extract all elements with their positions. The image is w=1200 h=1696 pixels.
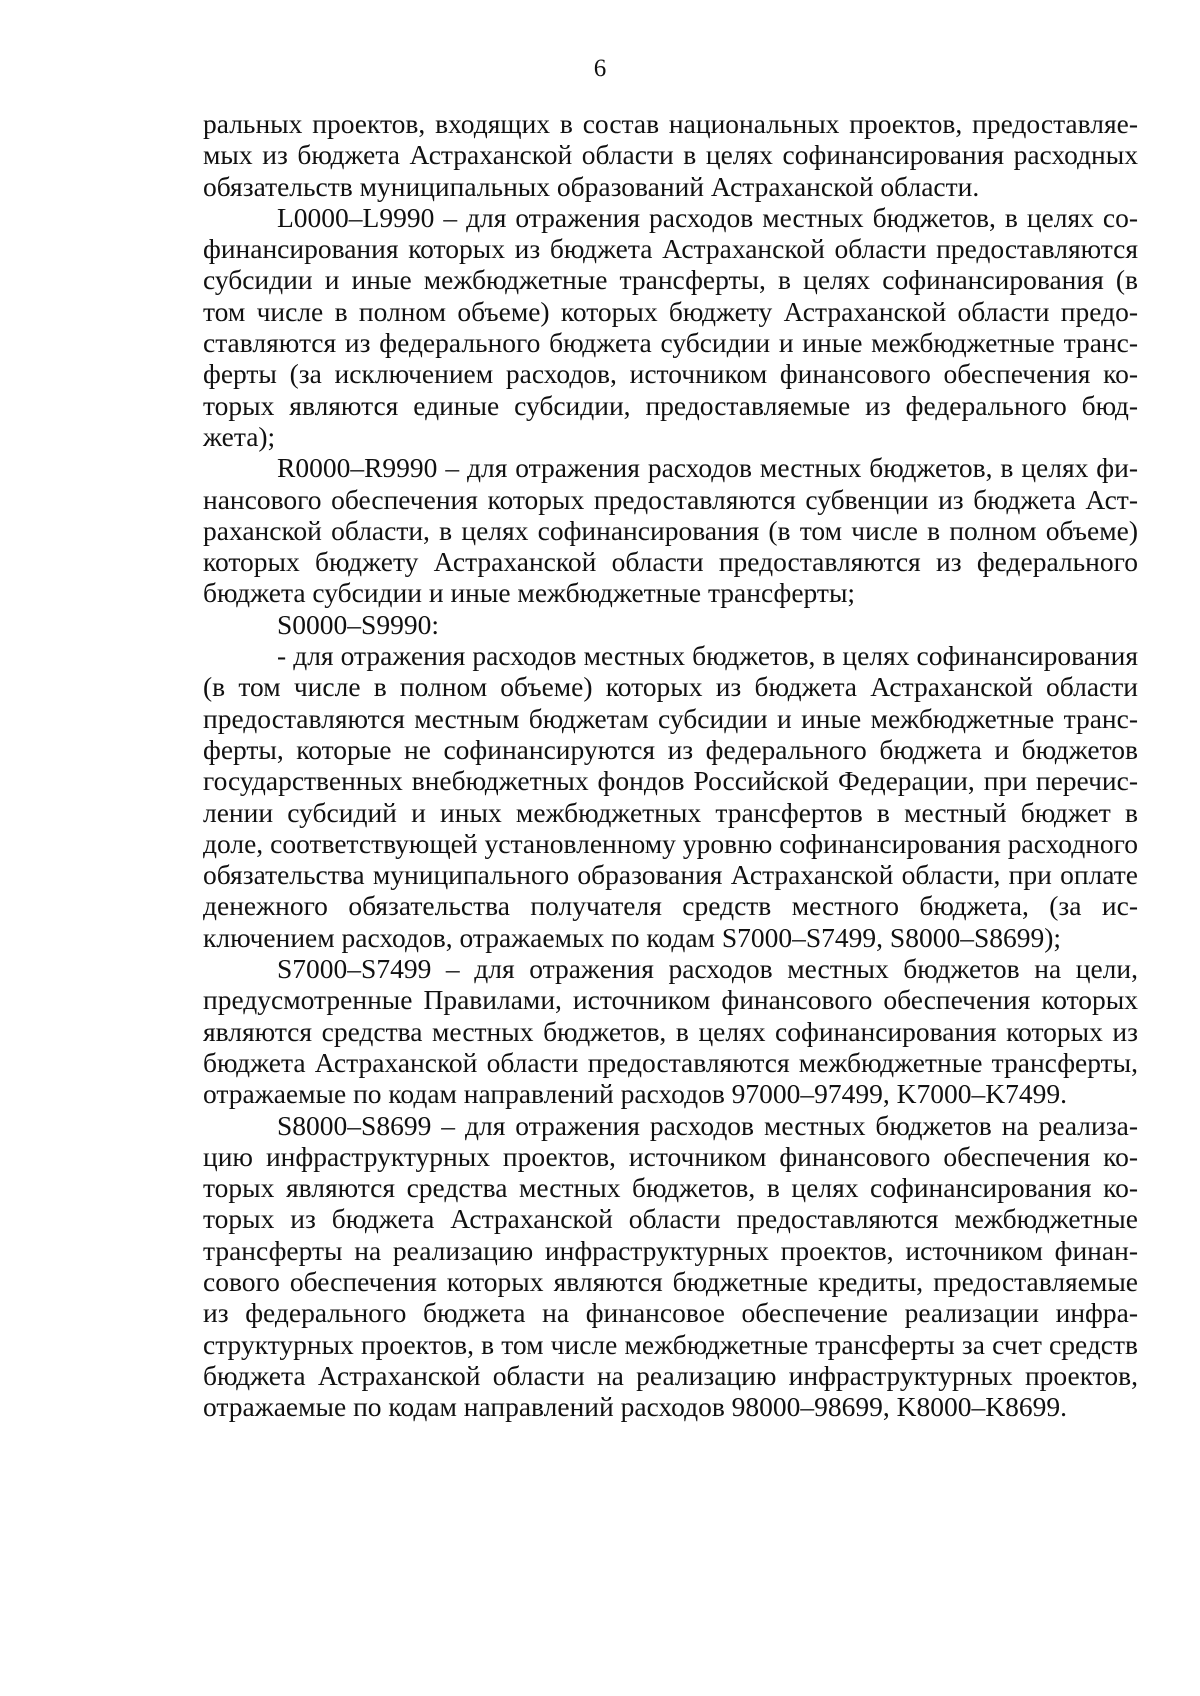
paragraph-continuation: ральных проектов, входящих в состав национальных проектов, предоставляемых из бюджета Астраханской области в целях софинансирования расходных обязательств муниципальных образований Астраханской области. [203,108,1138,202]
paragraph-code-s8000: S8000–S8699 – для отражения расходов местных бюджетов на реализацию инфраструктурных проектов, источником финансового обеспечения которых являются средства местных бюджетов, в целях софинансирования которых из бюджета Астраханской области предоставляются межбюджетные трансферты на реализацию инфраструктурных проектов, источником финансового обеспечения которых являются бюджетные кредиты, предоставляемые из федерального бюджета на финансовое обеспечение реализации инфраструктурных проектов, в том числе межбюджетные трансферты за счет средств бюджета Астраханской области на реализацию инфраструктурных проектов, отражаемые по кодам направлений расходов 98000–98699, K8000–K8699. [203,1109,1138,1423]
paragraph-code-s-heading: S0000–S9990: [277,608,439,640]
paragraph-code-l: L0000–L9990 – для отражения расходов местных бюджетов, в целях софинансирования которых из бюджета Астраханской области предоставляются субсидии и иные межбюджетные трансферты, в целях софинансирования (в том числе в полном объеме) которых бюджету Астраханской области предоставляются из федерального бюджета субсидии и иные межбюджетные трансферты (за исключением расходов, источником финансового обеспечения которых являются единые субсидии, предоставляемые из федерального бюджета); [203,201,1138,452]
document-body [203,108,1138,1422]
paragraph-code-s7000: S7000–S7499 – для отражения расходов местных бюджетов на цели, предусмотренные Правилами, источником финансового обеспечения которых являются средства местных бюджетов, в целях софинансирования которых из бюджета Астраханской области предоставляются межбюджетные трансферты, отражаемые по кодам направлений расходов 97000–97499, K7000–K7499. [203,953,1138,1110]
paragraph-code-s-item: - для отражения расходов местных бюджетов, в целях софинансирования (в том числе в полном объеме) которых из бюджета Астраханской области предоставляются местным бюджетам субсидии и иные межбюджетные трансферты, которые не софинансируются из федерального бюджета и бюджетов государственных внебюджетных фондов Российской Федерации, при перечислении субсидий и иных межбюджетных трансфертов в местный бюджет в доле, соответствующей установленному уровню софинансирования расходного обязательства муниципального образования Астраханской области, при оплате денежного обязательства получателя средств местного бюджета, (за исключением расходов, отражаемых по кодам S7000–S7499, S8000–S8699); [203,640,1138,953]
page-number: 6 [593,55,607,82]
paragraph-code-r: R0000–R9990 – для отражения расходов местных бюджетов, в целях финансового обеспечения которых предоставляются субвенции из бюджета Астраханской области, в целях софинансирования (в том числе в полном объеме) которых бюджету Астраханской области предоставляются из федерального бюджета субсидии и иные межбюджетные трансферты; [203,452,1138,609]
